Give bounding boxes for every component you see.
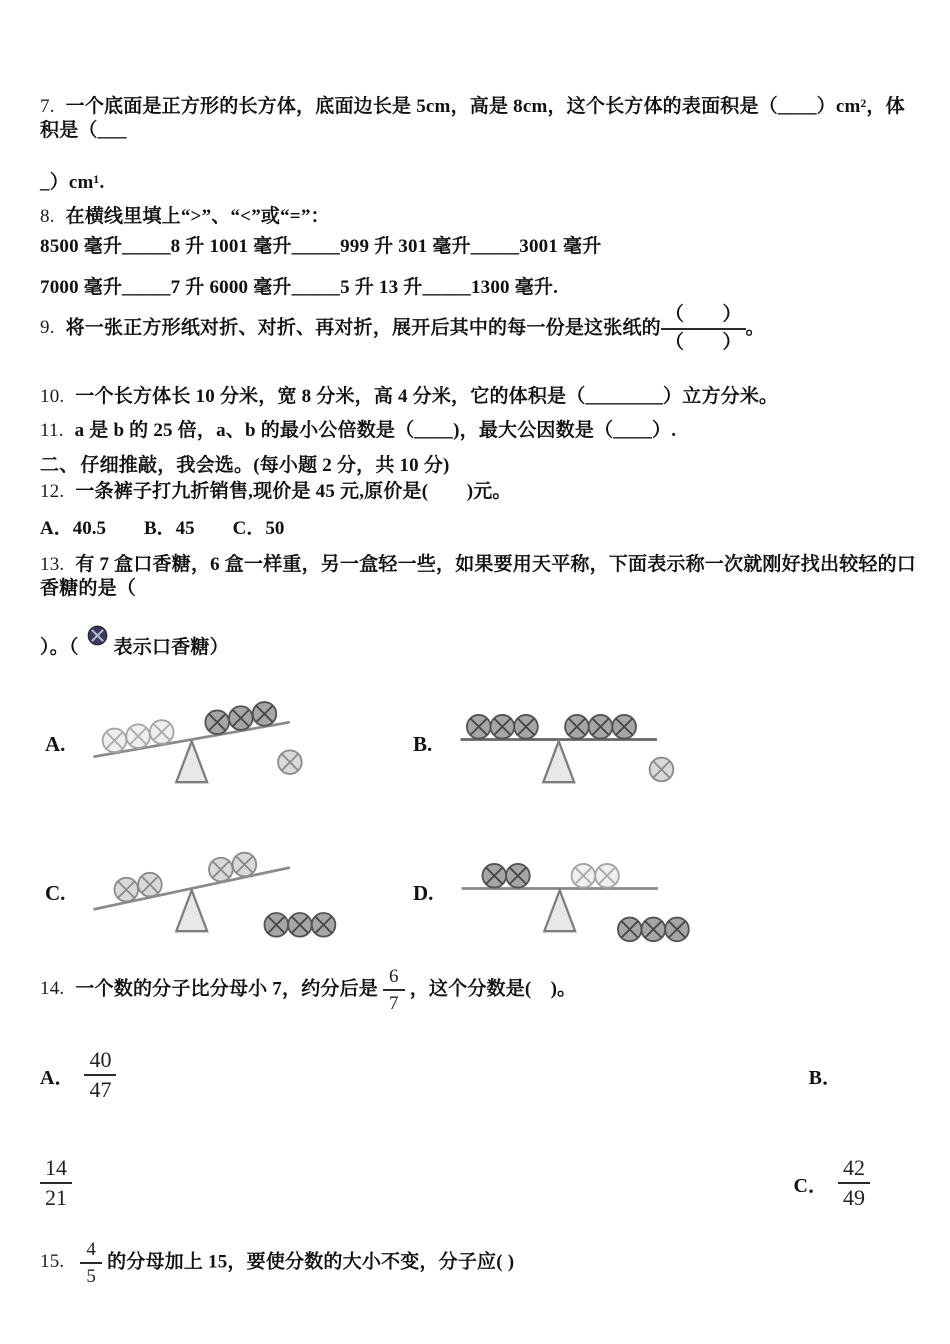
balance-diagram-c: [69, 837, 369, 949]
question-8-row2: 7000 毫升_____7 升 6000 毫升_____5 升 13 升_____1300 毫升.: [40, 277, 559, 298]
balance-option-b-label: B.: [413, 731, 433, 756]
question-13-line1: 13. 有 7 盒口香糖，6 盒一样重，另一盒轻一些，如果要用天平称，下面表示称一次就刚好找出较轻的口香糖的是（: [40, 554, 917, 599]
option-b-fraction: $\frac{14}{21}$: [40, 1154, 72, 1212]
question-10-number: 10.: [40, 386, 65, 407]
question-9-fraction: $\frac{( )}{( )}$: [661, 302, 746, 356]
question-7-line1: [40, 95, 922, 143]
balance-option-b: [413, 688, 743, 800]
question-9: 9. 将一张正方形纸对折、对折、再对折，展开后其中的每一份是这张纸的 $\frac{( )}{( )}$ 。: [40, 302, 922, 356]
balance-option-d: [413, 837, 743, 949]
question-7-line2: _）cm¹.: [40, 172, 105, 193]
option-a-label: A．: [40, 1066, 75, 1089]
balance-diagram-a: [69, 688, 369, 800]
balance-row-2: [40, 837, 922, 949]
question-15-number: 15.: [40, 1251, 65, 1273]
question-7-number: 7.: [40, 96, 55, 117]
question-14-fraction: $\frac{6}{7}$: [383, 964, 405, 1016]
option-c-group: [794, 1154, 870, 1212]
section-2-heading: 二、 仔细推敲，我会选。(每小题 2 分，共 10 分): [40, 455, 450, 476]
question-15-fraction: $\frac{4}{5}$: [80, 1237, 102, 1289]
balance-row-1: [40, 688, 922, 800]
balance-option-c-label: C.: [45, 880, 66, 905]
balance-option-a-label: A.: [45, 731, 66, 756]
balance-option-a: [45, 688, 383, 800]
balance-diagram-b: [436, 688, 736, 800]
question-14-number: 14.: [40, 978, 65, 1000]
option-b-label: B．: [808, 1066, 842, 1089]
option-a-group: [40, 1046, 116, 1104]
question-8-intro: 8. 在横线里填上“>”、“<”或“=”：: [40, 206, 330, 227]
choice-a: A．40.5: [40, 518, 106, 539]
question-10: 10. 一个长方体长 10 分米，宽 8 分米，高 4 分米，它的体积是（________）立方分米。: [40, 386, 779, 407]
question-8-row1: 8500 毫升_____8 升 1001 毫升_____999 升 301 毫升_____3001 毫升: [40, 236, 602, 257]
question-13-line2: ）。（ 表示口香糖）: [40, 625, 922, 663]
balance-option-c: [45, 837, 383, 949]
option-a-fraction: $\frac{40}{47}$: [84, 1046, 116, 1104]
question-14-options-row1: [40, 1046, 922, 1104]
choice-b: B．45: [143, 518, 195, 539]
question-12-number: 12.: [40, 481, 65, 502]
question-14: 14. 一个数的分子比分母小 7，约分后是 $\frac{6}{7}$ ，这个分数是( )。: [40, 966, 577, 1014]
question-11-number: 11.: [40, 420, 64, 441]
option-c-fraction: $\frac{42}{49}$: [838, 1154, 870, 1212]
option-c-label: C．: [793, 1174, 828, 1197]
balance-option-d-label: D.: [413, 880, 434, 905]
question-9-number: 9.: [40, 317, 55, 339]
question-14-options-row2: [40, 1154, 922, 1212]
question-15: 15. $\frac{4}{5}$ 的分母加上 15，要使分数的大小不变，分子应( ): [40, 1239, 515, 1287]
balance-diagram-d: [437, 837, 737, 949]
gum-icon: [87, 625, 108, 646]
question-11: 11. a 是 b 的 25 倍，a、b 的最小公倍数是（____)，最大公因数是（____）.: [40, 420, 677, 441]
question-13-number: 13.: [40, 554, 65, 575]
question-8-number: 8.: [40, 206, 55, 227]
question-12-choices: [40, 513, 922, 540]
choice-c: C．50: [232, 518, 285, 539]
question-12: 12. 一条裤子打九折销售,现价是 45 元,原价是( )元。: [40, 481, 512, 502]
question-7-text: 一个底面是正方形的长方体，底面边长是 5cm，高是 8cm，这个长方体的表面积是（____）cm²，体积是（___: [40, 96, 905, 141]
